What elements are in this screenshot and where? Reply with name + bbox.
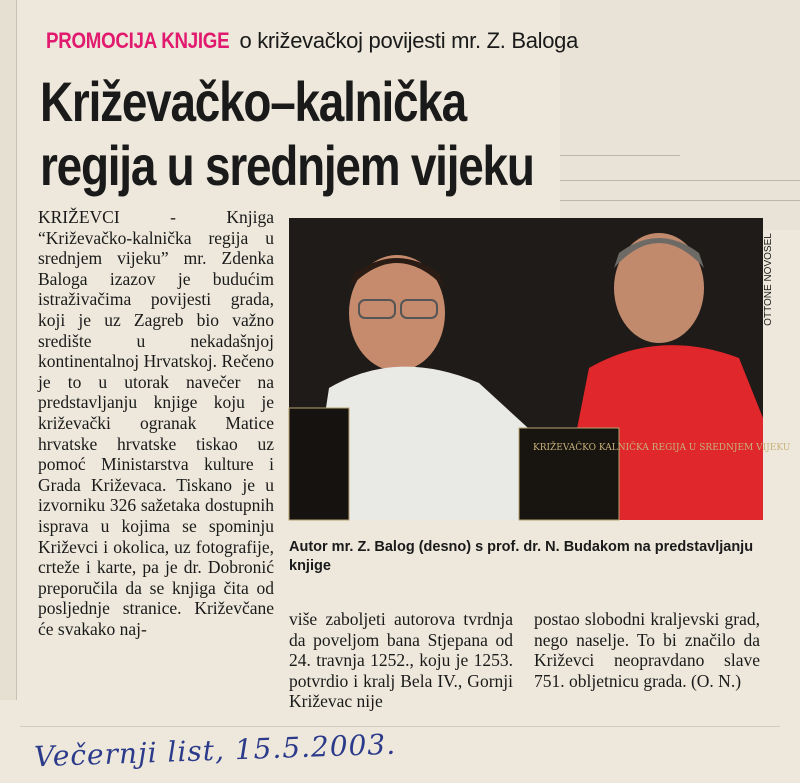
headline-line-1: Križevačko–kalnička: [40, 70, 466, 133]
article-kicker: [46, 28, 578, 54]
article-column-1: KRIŽEVCI - Knjiga “Križevačko-kalnička regija u srednjem vijeku” mr. Zdenka Baloga izazov je budućim istraživačima povijesti grada, koji je uz Zagreb bio važno središte u nekadašnjoj kontinentalnoj Hrvatskoj. Rečeno je to u utorak navečer na predstavljanju knjige koju je križevački ogranak Matice hrvatske hrvatske tiskao uz pomoć Ministarstva kulture i Grada Križevaca. Tiskano je u izvorniku 326 sažetaka dostupnih isprava u kojima se spominju Križevci i okolica, uz fotografije, crteže i karte, pa je dr. Dobronić preporučila da se knjiga čita od posljednje stranice. Križevčane će svakako naj-: [38, 207, 274, 639]
book-title-text: KRIŽEVAČKO KALNIČKA REGIJA U SREDNJEM VIJEKU: [533, 443, 791, 453]
handwritten-source-note: Večernji list, 15.5.2003.: [33, 727, 397, 774]
adjacent-article-strip: [0, 0, 17, 700]
article-column-3: postao slobodni kraljevski grad, nego naselje. To bi značilo da Križevci neopravdano slave 751. obljetnicu grada. (O. N.): [534, 609, 760, 691]
headline: [40, 70, 534, 198]
photo-credit: [762, 226, 780, 336]
kicker-label: PROMOCIJA KNJIGE: [46, 28, 230, 53]
article-column-2: više zaboljeti autorova tvrdnja da poveljom bana Stjepana od 24. travnja 1252., koju je 1253. potvrdio i kralj Bela IV., Gornji Križevac nije: [289, 609, 513, 712]
headline-line-2: regija u srednjem vijeku: [40, 134, 534, 197]
clipping-bottom-edge: [20, 726, 780, 727]
photo-caption: Autor mr. Z. Balog (desno) s prof. dr. N. Budakom na predstavljanju knjige: [289, 539, 754, 574]
kicker-subtitle: o križevačkoj povijesti mr. Z. Baloga: [239, 28, 579, 53]
photo-credit-text: OTTONE NOVOSEL: [762, 233, 774, 326]
adjacent-article-clipping: [560, 0, 800, 230]
